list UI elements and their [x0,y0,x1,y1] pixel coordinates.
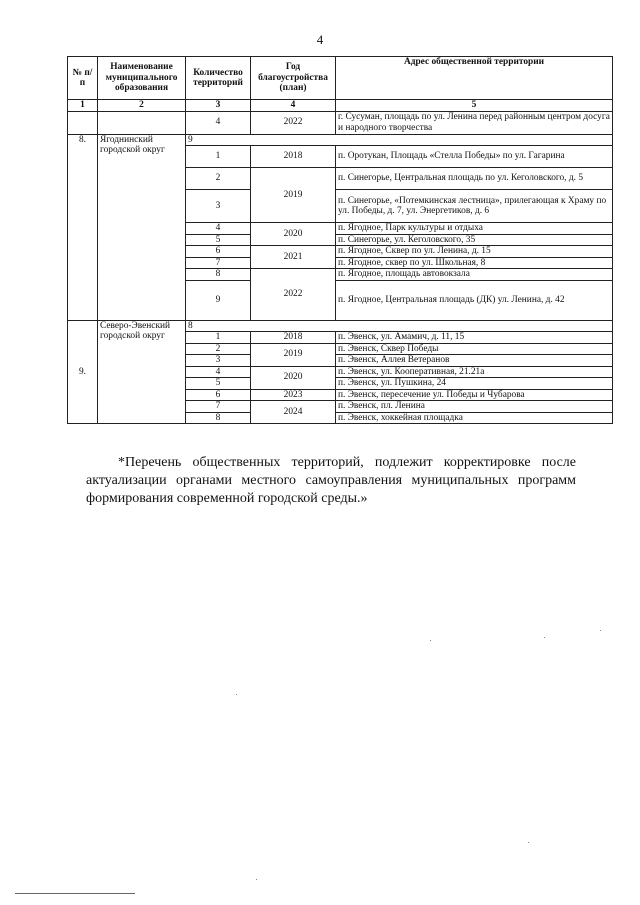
cell-address: п. Ягодное, Центральная площадь (ДК) ул. Ленина, д. 42 [336,280,613,320]
territories-table [67,56,613,424]
cell-n: 5 [186,378,251,390]
cell-count: 4 [186,111,251,134]
cell-n: 6 [186,389,251,401]
header-num: № п/п [68,57,98,100]
cell-n: 8 [186,269,251,281]
cell-address: п. Эвенск, хоккейная площадка [336,412,613,424]
column-numbers-row [68,100,613,112]
cell-n: 5 [186,234,251,246]
cell-year: 2024 [251,401,336,424]
cell-address: п. Ягодное, Сквер по ул. Ленина, д. 15 [336,246,613,258]
cell-year: 2018 [251,146,336,168]
cell-n: 8 [186,412,251,424]
table-row [68,134,613,146]
cell-year: 2020 [251,366,336,389]
cell-municipality: Ягоднинский городской округ [98,134,186,320]
cell-address: п. Эвенск, пересечение ул. Победы и Чубарова [336,389,613,401]
table-row [68,111,613,134]
cell-year: 2021 [251,246,336,269]
cell-empty [98,111,186,134]
cell-address: г. Сусуман, площадь по ул. Ленина перед районным центром досуга и народного творчества [336,111,613,134]
col-number-5: 5 [336,100,613,112]
cell-address: п. Ягодное, сквер по ул. Школьная, 8 [336,257,613,269]
page-number: 4 [316,32,324,47]
table-row [68,320,613,332]
cell-address: п. Эвенск, ул. Пушкина, 24 [336,378,613,390]
cell-group-count: 8 [186,320,613,332]
cell-year: 2019 [251,343,336,366]
cell-n: 1 [186,146,251,168]
cell-municipality: Северо-Эвенский городской округ [98,320,186,424]
cell-year: 2023 [251,389,336,401]
cell-year: 2022 [251,111,336,134]
cell-empty [68,111,98,134]
cell-group-num: 9. [68,320,98,424]
col-number-1: 1 [68,100,98,112]
cell-address: п. Ягодное, Парк культуры и отдыха [336,223,613,235]
header-municipality: Наименование муниципального образования [98,57,186,100]
col-number-3: 3 [186,100,251,112]
cell-n: 6 [186,246,251,258]
cell-n: 9 [186,280,251,320]
cell-n: 2 [186,343,251,355]
cell-n: 3 [186,355,251,367]
header-count: Количество территорий [186,57,251,100]
bottom-rule [15,893,135,894]
cell-n: 1 [186,332,251,344]
cell-address: п. Оротукан, Площадь «Стелла Победы» по ул. Гагарина [336,146,613,168]
cell-address: п. Ягодное, площадь автовокзала [336,269,613,281]
cell-address: п. Эвенск, ул. Амамич, д. 11, 15 [336,332,613,344]
cell-year: 2022 [251,269,336,321]
col-number-4: 4 [251,100,336,112]
cell-n: 7 [186,401,251,413]
header-row [68,57,613,100]
cell-address: п. Эвенск, ул. Кооперативная, 21.21а [336,366,613,378]
cell-group-num: 8. [68,134,98,320]
cell-address: п. Синегорье, «Потемкинская лестница», прилегающая к Храму по ул. Победы, д. 7, ул. Энергетиков, д. 6 [336,190,613,223]
cell-address: п. Эвенск, Аллея Ветеранов [336,355,613,367]
cell-address: п. Синегорье, Центральная площадь по ул. Кеголовского, д. 5 [336,168,613,190]
cell-address: п. Эвенск, Сквер Победы [336,343,613,355]
col-number-2: 2 [98,100,186,112]
cell-year: 2020 [251,223,336,246]
cell-address: п. Эвенск, пл. Ленина [336,401,613,413]
cell-address: п. Синегорье, ул. Кеголовского, 35 [336,234,613,246]
header-address: Адрес общественной территории [336,57,613,100]
cell-n: 4 [186,366,251,378]
cell-n: 4 [186,223,251,235]
cell-n: 2 [186,168,251,190]
cell-n: 7 [186,257,251,269]
cell-year: 2019 [251,168,336,223]
cell-year: 2018 [251,332,336,344]
cell-group-count: 9 [186,134,613,146]
cell-n: 3 [186,190,251,223]
footnote-paragraph: *Перечень общественных территорий, подлежит корректировке после актуализации органами местного самоуправления муниципальных программ формирования современной городской среды.» [86,455,576,506]
header-year: Год благоустройства (план) [251,57,336,100]
